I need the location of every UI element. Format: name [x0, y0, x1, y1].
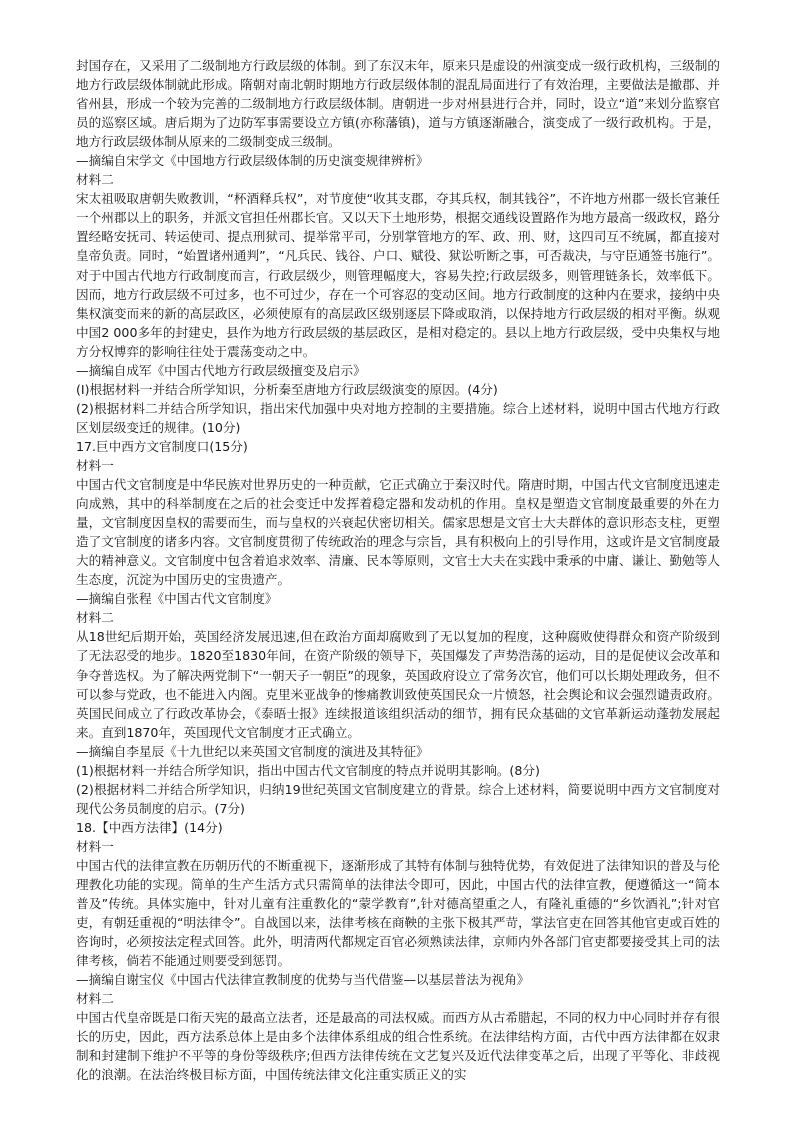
material-heading: 材料一: [76, 457, 114, 473]
material-heading: 材料二: [76, 991, 114, 1007]
question-item: (2)根据材料二并结合所学知识，指出宋代加强中央对地方控制的主要措施。综合上述材料，说明中国古代地方行政区划层级变迁的规律。(10分): [76, 400, 720, 435]
question-item: (2)根据材料二并结合所学知识，归纳19世纪英国文官制度建立的背景。综合上述材料，简要说明中西方文官制度对现代公务员制度的启示。(7分): [76, 781, 720, 816]
paragraph-material1: 中国古代文官制度是中华民族对世界历史的一种贡献，它正式确立于秦汉时代。隋唐时期，中国古代文官制度迅速走向成熟，其中的科举制度在之后的社会变迁中发挥着稳定器和发动机的作用。皇权是塑造文官制度最重要的外在力量，文官制度因皇权的需要而生，而与皇权的兴衰起伏密切相关。儒家思想是文官士大夫群体的意识形态支柱，更塑造了文官制度的诸多内容。文官制度贯彻了传统政治的理念与宗旨，具有积极向上的引导作用，这或许是文官制度最大的精神意义。文官制度中包含着追求效率、清廉、民本等原则，文官士大夫在实践中秉承的中庸、谦让、勤勉等人生态度，沉淀为中国历史的宝贵遗产。: [76, 477, 720, 588]
paragraph-material1: 中国古代的法律宣教在历朝历代的不断重视下，逐渐形成了其特有体制与独特优势，有效促进了法律知识的普及与伦理教化功能的实现。简单的生产生活方式只需简单的法律法令即可，因此，中国古代的法律宣教，便遵循这一“简本普及”传统。具体实施中，针对儿童有注重教化的“蒙学教育”,针对德高望重之人，有隆礼重德的“乡饮酒礼”;针对官吏，有朝廷重视的“明法律令”。自战国以来，法律考核在商鞅的主张下极其严苛，掌法官吏在回答其他官吏或百姓的咨询时，必须按法定程式回答。此外，明清两代都规定百官必须熟读法律，京师内外各部门官吏都要接受其上司的法律考核，倘若不能通过则要受到惩罚。: [76, 857, 720, 969]
paragraph-material2: 宋太祖吸取唐朝失败教训，“杯酒释兵权”，对节度使“收其支郡，夺其兵权，制其钱谷”，不许地方州郡一级长官兼任一个州郡以上的职务，并派文官担任州郡长官。又以天下土地形势，根据交通线设置路作为地方最高一级政权，路分置经略安抚司、转运使司、提点刑狱司、提举常平司，分别掌管地方的军、政、刑、财，这四司互不统属，都直接对皇帝负责。同时，“始置诸州通判”，“凡兵民、钱谷、户口、赋役、狱讼听断之事，可否裁决，与守臣通签书施行”。对于中国古代地方行政制度而言，行政层级少，则管理幅度大，容易失控;行政层级多，则管理链条长，效率低下。因而，地方行政层级不可过多，也不可过少，存在一个可容忍的变动区间。地方行政制度的这种内在要求，接纳中央集权演变而来的新的高层政区，必须使原有的高层政区级别逐层下降或取消，以保持地方行政层级的相对平衡。纵观中国2 000多年的封建史，县作为地方行政层级的基层政区，是相对稳定的。县以上地方行政层级，受中央集权与地方分权博弈的影响往往处于震荡变动之中。: [76, 191, 720, 359]
source-citation: —摘编自谢宝仪《中国古代法律宣教制度的优势与当代借鉴—以基层普法为视角》: [76, 972, 530, 988]
paragraph-material1-end: 封国存在，又采用了二级制地方行政层级的体制。到了东汉末年，原来只是虚设的州演变成一级行政机构，三级制的地方行政层级体制就此形成。隋朝对南北朝时期地方行政层级体制的混乱局面进行了有效治理，主要做法是撤郡、并省州县，形成一个较为完善的二级制地方行政层级体制。唐朝进一步对州县进行合并，同时，设立“道”来划分监察官员的巡察区域。唐后期为了边防军事需要设立方镇(亦称藩镇)，道与方镇逐渐融合，演变成了一级行政机构。于是，地方行政层级体制从原来的二级制变成三级制。: [76, 58, 720, 150]
source-citation: —摘编自成军《中国古代地方行政层级擅变及启示》: [76, 362, 366, 378]
material-heading: 材料二: [76, 610, 114, 626]
source-citation: —摘编自张程《中国古代文官制度》: [76, 591, 278, 607]
paragraph-material2: 中国古代皇帝既是口衔天宪的最高立法者，还是最高的司法权威。而西方从古希腊起，不同的权力中心同时并存有很长的历史，因此，西方法系总体上是由多个法律体系组成的组合性系统。在法律结构方面，古代中西方法律都在奴隶制和封建制下维护不平等的身份等级秩序;但西方法律传统在文艺复兴及近代法律变革之后，出现了平等化、非歧视化的浪潮。在法治终极目标方面，中国传统法律文化注重实质正义的实: [76, 1010, 720, 1083]
material-heading: 材料二: [76, 172, 114, 188]
document-page: [76, 56, 720, 1085]
source-citation: —摘编自李星辰《十九世纪以来英国文官制度的演进及其特征》: [76, 743, 429, 759]
question-item: (1)根据材料一并结合所学知识，指出中国古代文官制度的特点并说明其影响。(8分): [76, 762, 540, 778]
paragraph-material2: 从18世纪后期开始，英国经济发展迅速,但在政治方面却腐败到了无以复加的程度，这种腐败使得群众和资产阶级到了无法忍受的地步。1820至1830年间，在资产阶级的领导下，英国爆发了声势浩荡的运动，目的是促使议会改革和争夺普选权。为了解决两党制下“一朝天子一朝臣”的现象，英国政府设立了常务次官，他们可以长期处理政务，但不可以参与党政，也不能进入内阁。克里米亚战争的惨痛教训致使英国民众一片愤怒，社会舆论和议会强烈谴责政府。英国民间成立了行政改革协会，《泰晤士报》连续报道该组织活动的细节，拥有民众基础的文官革新运动蓬勃发展起来。直到1870年，英国现代文官制度才正式确立。: [76, 629, 720, 740]
question-item: (I)根据材料一并结合所学知识，分析秦至唐地方行政层级演变的原因。(4分): [76, 381, 498, 397]
material-heading: 材料一: [76, 838, 114, 854]
source-citation: —摘编自宋学文《中国地方行政层级体制的历史演变规律辨析》: [76, 153, 429, 169]
question-title-18: 18.【中西方法律】(14分): [76, 819, 223, 835]
question-title-17: 17.巨中西方文官制度口(15分): [76, 438, 248, 454]
